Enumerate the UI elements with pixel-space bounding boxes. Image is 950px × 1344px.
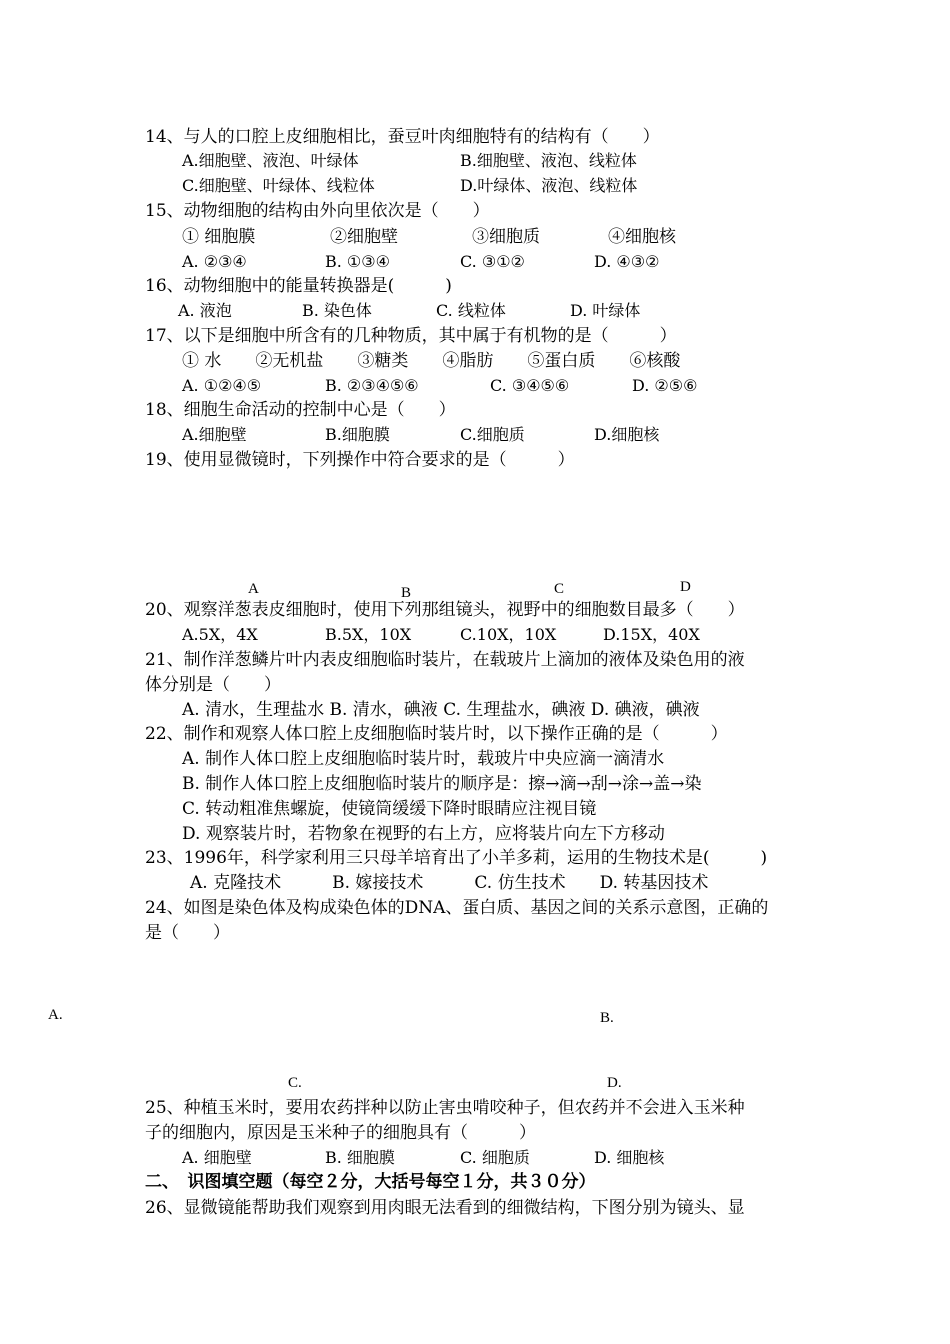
- q25-option-d: D. 细胞核: [594, 1148, 665, 1167]
- q19-figure-label-d: D: [680, 579, 691, 595]
- q25-stem-line-1: 25、种植玉米时，要用农药拌种以防止害虫啃咬种子，但农药并不会进入玉米种: [145, 1098, 745, 1118]
- q20-option-c: C.10X，10X: [460, 625, 557, 644]
- q17-items: ① 水 ②无机盐 ③糖类 ④脂肪 ⑤蛋白质 ⑥核酸: [182, 351, 681, 371]
- q20-option-a: A.5X，4X: [182, 625, 258, 644]
- q19-stem: 19、使用显微镜时，下列操作中符合要求的是（ ）: [145, 450, 575, 470]
- q22-option-b: B. 制作人体口腔上皮细胞临时装片的顺序是：擦→滴→刮→涂→盖→染: [182, 774, 702, 794]
- q24-stem-line-1: 24、如图是染色体及构成染色体的DNA、蛋白质、基因之间的关系示意图，正确的: [145, 898, 769, 918]
- q24-figure-label-b: B.: [600, 1010, 614, 1026]
- q15-option-a: A. ②③④: [182, 252, 247, 271]
- q21-stem-line-2: 体分别是（ ）: [145, 675, 281, 695]
- q25-option-c: C. 细胞质: [460, 1148, 530, 1167]
- q14-option-a: A.细胞壁、液泡、叶绿体: [182, 151, 359, 170]
- q17-stem: 17、以下是细胞中所含有的几种物质，其中属于有机物的是（ ）: [145, 326, 677, 346]
- q20-option-b: B.5X，10X: [325, 625, 412, 644]
- q25-option-b: B. 细胞膜: [325, 1148, 395, 1167]
- q25-stem-line-2: 子的细胞内，原因是玉米种子的细胞具有（ ）: [145, 1123, 536, 1143]
- q21-stem-line-1: 21、制作洋葱鳞片叶内表皮细胞临时装片，在载玻片上滴加的液体及染色用的液: [145, 650, 745, 670]
- q16-stem: 16、动物细胞中的能量转换器是( ): [145, 276, 452, 296]
- q16-option-c: C. 线粒体: [436, 301, 506, 320]
- q17-option-d: D. ②⑤⑥: [632, 376, 698, 395]
- q18-option-b: B.细胞膜: [325, 425, 390, 444]
- q26-stem: 26、显微镜能帮助我们观察到用肉眼无法看到的细微结构，下图分别为镜头、显: [145, 1198, 745, 1218]
- q20-stem: 20、观察洋葱表皮细胞时，使用下列那组镜头，视野中的细胞数目最多（ ）: [145, 600, 745, 620]
- q18-stem: 18、细胞生命活动的控制中心是（ ）: [145, 400, 456, 420]
- q23-stem: 23、1996年，科学家利用三只母羊培育出了小羊多莉，运用的生物技术是( ): [145, 848, 768, 868]
- q22-stem: 22、制作和观察人体口腔上皮细胞临时装片时，以下操作正确的是（ ）: [145, 724, 728, 744]
- q15-item-3: ③细胞质: [472, 227, 540, 247]
- q18-option-a: A.细胞壁: [182, 425, 247, 444]
- q17-option-a: A. ①②④⑤: [182, 376, 262, 395]
- q22-option-d: D. 观察装片时，若物象在视野的右上方，应将装片向左下方移动: [182, 824, 665, 844]
- q15-stem: 15、动物细胞的结构由外向里依次是（ ）: [145, 201, 490, 221]
- section-2-heading: 二、 识图填空题（每空２分，大括号每空１分，共３０分）: [145, 1172, 596, 1192]
- q14-option-b: B.细胞壁、液泡、线粒体: [460, 151, 637, 170]
- q15-item-2: ②细胞壁: [330, 227, 398, 247]
- q16-option-d: D. 叶绿体: [570, 301, 641, 320]
- q17-option-b: B. ②③④⑤⑥: [325, 376, 419, 395]
- q24-figure-label-a: A.: [48, 1007, 63, 1023]
- q19-figure-label-c: C: [554, 581, 565, 597]
- q15-item-1: ① 细胞膜: [182, 227, 256, 247]
- q17-option-c: C. ③④⑤⑥: [490, 376, 570, 395]
- q25-option-a: A. 细胞壁: [182, 1148, 252, 1167]
- q15-option-b: B. ①③④: [325, 252, 390, 271]
- q20-option-d: D.15X，40X: [603, 625, 700, 644]
- q14-option-d: D.叶绿体、液泡、线粒体: [460, 176, 638, 195]
- q14-stem: 14、与人的口腔上皮细胞相比，蚕豆叶肉细胞特有的结构有（ ）: [145, 127, 660, 147]
- q24-figure-label-c: C.: [288, 1075, 302, 1091]
- q14-option-c: C.细胞壁、叶绿体、线粒体: [182, 176, 375, 195]
- q19-figure-label-a: A: [248, 581, 259, 597]
- q15-item-4: ④细胞核: [608, 227, 676, 247]
- q22-option-c: C. 转动粗准焦螺旋，使镜筒缓缓下降时眼睛应注视目镜: [182, 799, 597, 819]
- q24-stem-line-2: 是（ ）: [145, 923, 230, 943]
- q23-options: A. 克隆技术 B. 嫁接技术 C. 仿生技术 D. 转基因技术: [190, 873, 709, 893]
- q15-option-c: C. ③①②: [460, 252, 525, 271]
- q18-option-d: D.细胞核: [594, 425, 660, 444]
- q22-option-a: A. 制作人体口腔上皮细胞临时装片时，载玻片中央应滴一滴清水: [182, 749, 665, 769]
- q15-option-d: D. ④③②: [594, 252, 660, 271]
- q18-option-c: C.细胞质: [460, 425, 525, 444]
- q24-figure-label-d: D.: [607, 1075, 622, 1091]
- q19-figure-label-b: B: [401, 585, 412, 601]
- q21-options: A. 清水，生理盐水 B. 清水，碘液 C. 生理盐水，碘液 D. 碘液，碘液: [182, 700, 700, 720]
- q16-option-b: B. 染色体: [302, 301, 372, 320]
- q16-option-a: A. 液泡: [178, 301, 232, 320]
